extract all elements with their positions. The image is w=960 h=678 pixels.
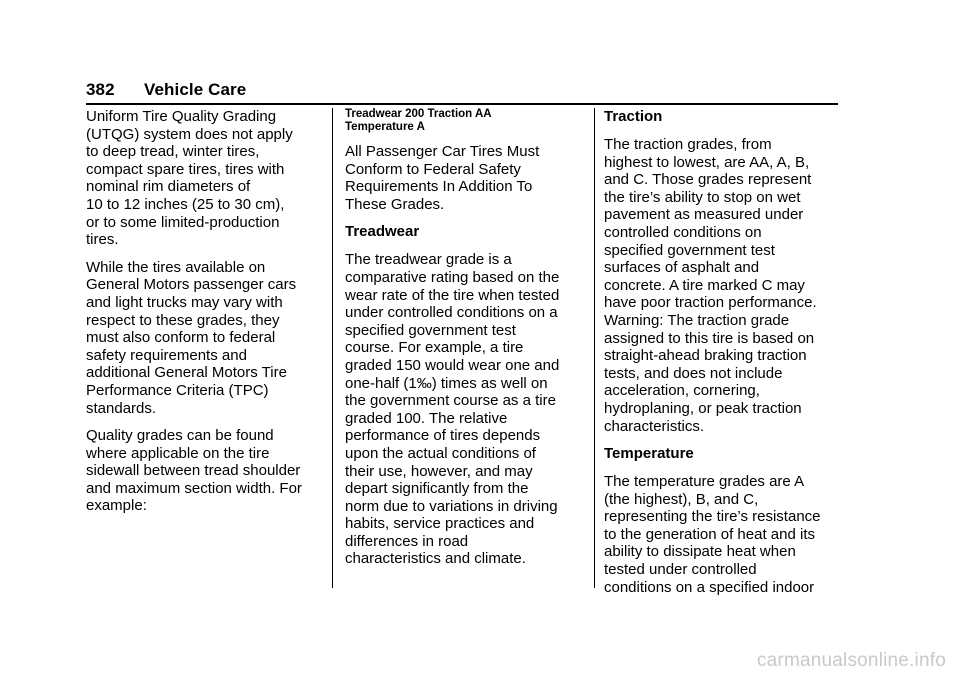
column-3 [604, 108, 840, 606]
traction-heading: Traction [604, 108, 663, 125]
treadwear-paragraph: The treadwear grade is a comparative rating based on the wear rate of the tire when tested under controlled conditions on a specified government test course. For example, a tire graded 150 would wear one and one-half (1‰) times as well on the government course as a tire graded 100. The relative performance of tires depends upon the actual conditions of their use, however, and may depart significantly from the norm due to variations in driving habits, service practices and differences in road characteristics and climate. [345, 251, 560, 568]
watermark: carmanualsonline.info [756, 650, 946, 671]
gm-tire-criteria-paragraph: While the tires available on General Motors passenger cars and light trucks may vary with respect to these grades, they must also conform to federal safety requirements and additional General Motors Tire Performance Criteria (TPC) standards. [86, 258, 297, 417]
utqg-exemption-paragraph: Uniform Tire Quality Grading (UTQG) system does not apply to deep tread, winter tires, compact spare tires, tires with nominal rim diameters of 10 to 12 inches (25 to 30 cm), or to some limited-production tires. [86, 108, 293, 249]
temperature-paragraph: The temperature grades are A (the highest), B, and C, representing the tire’s resistance to the generation of heat and its ability to dissipate heat when tested under controlled conditions on a specified indoor [604, 473, 821, 596]
federal-safety-paragraph: All Passenger Car Tires Must Conform to Federal Safety Requirements In Addition To These Grades. [345, 143, 540, 213]
column-1 [86, 108, 318, 525]
column-divider-2 [594, 108, 595, 588]
page-header [86, 80, 246, 100]
traction-paragraph: The traction grades, from highest to lowest, are AA, A, B, and C. Those grades represent the tire’s ability to stop on wet pavement as measured under controlled conditions on specified government test surfaces of asphalt and concrete. A tire marked C may have poor traction performance. Warning: The traction grade assigned to this tire is based on straight-ahead braking traction tests, and does not include acceleration, cornering, hydroplaning, or peak traction characteristics. [604, 136, 817, 435]
temperature-heading: Temperature [604, 445, 694, 463]
treadwear-heading: Treadwear [345, 223, 420, 241]
header-rule [86, 103, 838, 105]
column-divider-1 [332, 108, 333, 588]
quality-grades-location-paragraph: Quality grades can be found where applicable on the tire sidewall between tread shoulder and maximum section width. For example: [86, 427, 302, 515]
grade-example: Treadwear 200 Traction AA Temperature A [345, 108, 492, 133]
column-2 [345, 108, 581, 578]
page-number: 382 [86, 80, 115, 99]
section-title: Vehicle Care [144, 80, 247, 99]
